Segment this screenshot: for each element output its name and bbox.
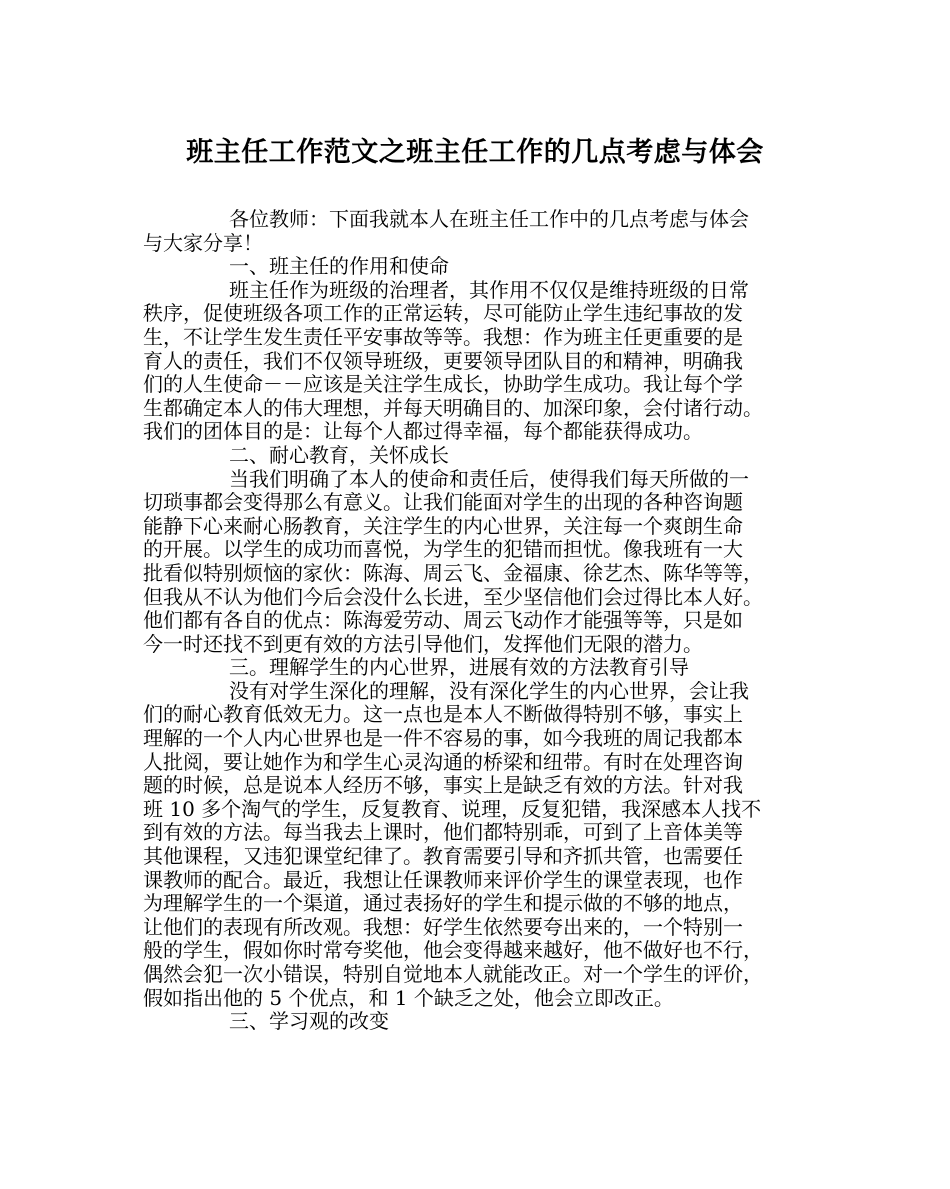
greeting-line: 各位教师：下面我就本人在班主任工作中的几点考虑与体会 <box>229 207 749 231</box>
paragraph-line: 秩序，促使班级各项工作的正常运转，尽可能防止学生违纪事故的发 <box>143 301 743 326</box>
paragraph-line: 们的人生使命－－应该是关注学生成长，协助学生成功。我让每个学 <box>143 372 743 397</box>
section-heading: 三。理解学生的内心世界，进展有效的方法教育引导 <box>229 655 689 680</box>
paragraph-line: 切琐事都会变得那么有意义。让我们能面对学生的出现的各种咨询题 <box>143 490 743 515</box>
paragraph-line: 其他课程，又违犯课堂纪律了。教育需要引导和齐抓共管，也需要任 <box>143 844 743 869</box>
paragraph-line: 假如指出他的 5 个优点，和 1 个缺乏之处，他会立即改正。 <box>143 985 674 1010</box>
paragraph-line: 理解的一个人内心世界也是一件不容易的事，如今我班的周记我都本 <box>143 726 743 751</box>
paragraph-line: 没有对学生深化的理解，没有深化学生的内心世界，会让我 <box>229 678 749 703</box>
paragraph-line: 生都确定本人的伟大理想，并每天明确目的、加深印象，会付诸行动。 <box>143 395 763 420</box>
paragraph-line: 题的时候，总是说本人经历不够，事实上是缺乏有效的方法。针对我 <box>143 773 743 798</box>
paragraph-line: 今一时还找不到更有效的方法引导他们，发挥他们无限的潜力。 <box>143 631 703 656</box>
paragraph-line: 人批阅，要让她作为和学生心灵沟通的桥梁和纽带。有时在处理咨询 <box>143 749 743 774</box>
paragraph-line: 能静下心来耐心肠教育，关注学生的内心世界，关注每一个爽朗生命 <box>143 513 743 538</box>
paragraph-line: 般的学生，假如你时常夸奖他，他会变得越来越好，他不做好也不行， <box>143 938 763 963</box>
paragraph-line: 他们都有各自的优点：陈海爱劳动、周云飞动作才能强等等，只是如 <box>143 608 743 633</box>
document-title: 班主任工作范文之班主任工作的几点考虑与体会 <box>186 137 764 168</box>
paragraph-line: 批看似特别烦恼的家伙：陈海、周云飞、金福康、徐艺杰、陈华等等， <box>143 560 763 585</box>
paragraph-line: 的开展。以学生的成功而喜悦，为学生的犯错而担忧。像我班有一大 <box>143 537 743 562</box>
paragraph-line: 我们的团体目的是：让每个人都过得幸福，每个都能获得成功。 <box>143 419 703 444</box>
paragraph-line: 让他们的表现有所改观。我想：好学生依然要夸出来的，一个特别一 <box>143 914 743 939</box>
paragraph-line: 但我从不认为他们今后会没什么长进，至少坚信他们会过得比本人好。 <box>143 584 763 609</box>
section-heading: 一、班主任的作用和使命 <box>229 254 449 279</box>
document-body <box>143 208 833 1034</box>
paragraph-line: 育人的责任，我们不仅领导班级，更要领导团队目的和精神，明确我 <box>143 348 743 373</box>
section-heading: 三、学习观的改变 <box>229 1009 389 1034</box>
paragraph-line: 偶然会犯一次小错误，特别自觉地本人就能改正。对一个学生的评价， <box>143 962 763 986</box>
paragraph-line: 班 10 多个淘气的学生，反复教育、说理，反复犯错，我深感本人找不 <box>143 796 762 821</box>
paragraph-line: 课教师的配合。最近，我想让任课教师来评价学生的课堂表现，也作 <box>143 867 743 892</box>
section-heading: 二、耐心教育，关怀成长 <box>229 442 449 467</box>
paragraph-line: 当我们明确了本人的使命和责任后，使得我们每天所做的一 <box>229 466 749 491</box>
paragraph-line: 生，不让学生发生责任平安事故等等。我想：作为班主任更重要的是 <box>143 324 743 349</box>
paragraph-line: 们的耐心教育低效无力。这一点也是本人不断做得特别不够，事实上 <box>143 702 743 727</box>
paragraph-line: 与大家分享！ <box>143 230 263 255</box>
paragraph-line: 班主任作为班级的治理者，其作用不仅仅是维持班级的日常 <box>229 277 749 302</box>
paragraph-line: 为理解学生的一个渠道，通过表扬好的学生和提示做的不够的地点， <box>143 891 743 916</box>
paragraph-line: 到有效的方法。每当我去上课时，他们都特别乖，可到了上音体美等 <box>143 820 743 845</box>
